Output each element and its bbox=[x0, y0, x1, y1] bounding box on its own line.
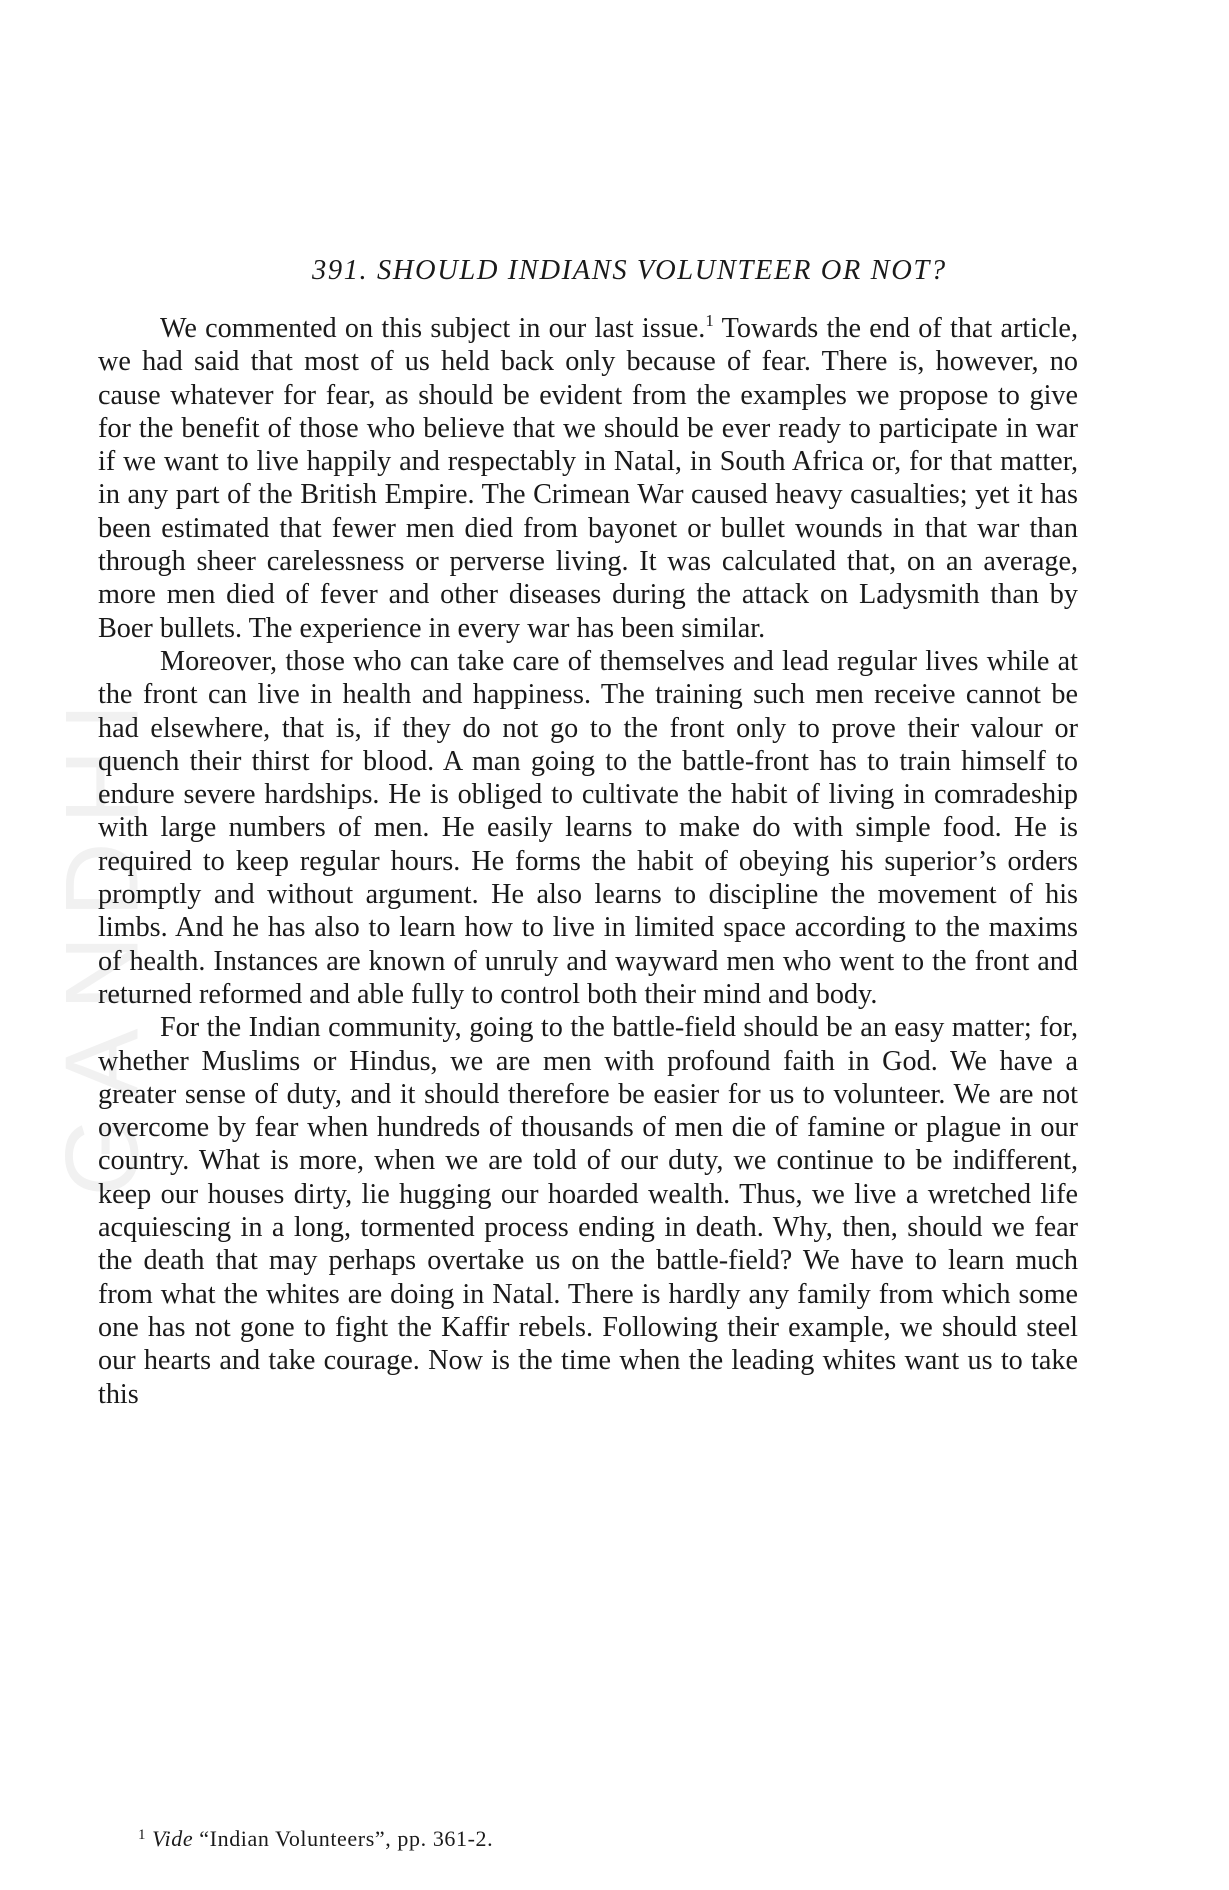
paragraph-2: Moreover, those who can take care of themselves and lead regular lives while at the front can live in health and happiness. The training such men receive cannot be had elsewhere, that is, if they do not go to the front only to prove their valour or quench their thirst for blood. A man going to the battle-front has to train himself to endure severe hardships. He is obliged to cultivate the habit of living in comradeship with large numbers of men. He easily learns to make do with simple food. He is required to keep regular hours. He forms the habit of obeying his superior’s orders promptly and without argument. He also learns to discipline the movement of his limbs. And he has also to learn how to live in limited space according to the maxims of health. Instances are known of unruly and wayward men who went to the front and returned reformed and able fully to control both their mind and body. bbox=[98, 645, 1078, 1010]
paragraph-1 bbox=[98, 312, 1078, 645]
watermark-text: GANDHI bbox=[44, 683, 161, 1197]
paragraph-1-rest: Towards the end of that article, we had said that most of us held back only because of fear. There is, however, no cause whatever for fear, as should be evident from the examples we propose to give for the benefit of those who believe that we should be ever ready to participate in war if we want to live happily and respectably in Natal, in South Africa or, for that matter, in any part of the British Empire. The Crimean War caused heavy casualties; yet it has been estimated that fewer men died from bayonet or bullet wounds in that war than through sheer carelessness or perverse living. It was calculated that, on an average, more men died of fever and other diseases during the attack on Ladysmith than by Boer bullets. The experience in every war has been similar. bbox=[98, 313, 1078, 644]
footnote-reference[interactable]: 1 bbox=[705, 311, 714, 330]
article-title: 391. SHOULD INDIANS VOLUNTEER OR NOT? bbox=[312, 255, 947, 286]
paragraph-1-start: We commented on this subject in our last issue. bbox=[160, 313, 706, 344]
footnote-vide: Vide bbox=[152, 1826, 194, 1851]
footnote bbox=[138, 1826, 493, 1852]
article-body bbox=[98, 312, 1078, 1411]
paragraph-3: For the Indian community, going to the battle-field should be an easy matter; for, whether Muslims or Hindus, we are men with profound faith in God. We have a greater sense of duty, and it should therefore be easier for us to volunteer. We are not overcome by fear when hundreds of thousands of men die of famine or plague in our country. What is more, when we are told of our duty, we continue to be indifferent, keep our houses dirty, lie hugging our hoarded wealth. Thus, we live a wretched life acquiescing in a long, tormented process ending in death. Why, then, should we fear the death that may perhaps overtake us on the battle-field? We have to learn much from what the whites are doing in Natal. There is hardly any family from which some one has not gone to fight the Kaffir rebels. Following their example, we should steel our hearts and take courage. Now is the time when the leading whites want us to take this bbox=[98, 1012, 1078, 1410]
footnote-mark: 1 bbox=[138, 1827, 147, 1843]
footnote-text: “Indian Volunteers”, pp. 361-2. bbox=[193, 1826, 494, 1851]
